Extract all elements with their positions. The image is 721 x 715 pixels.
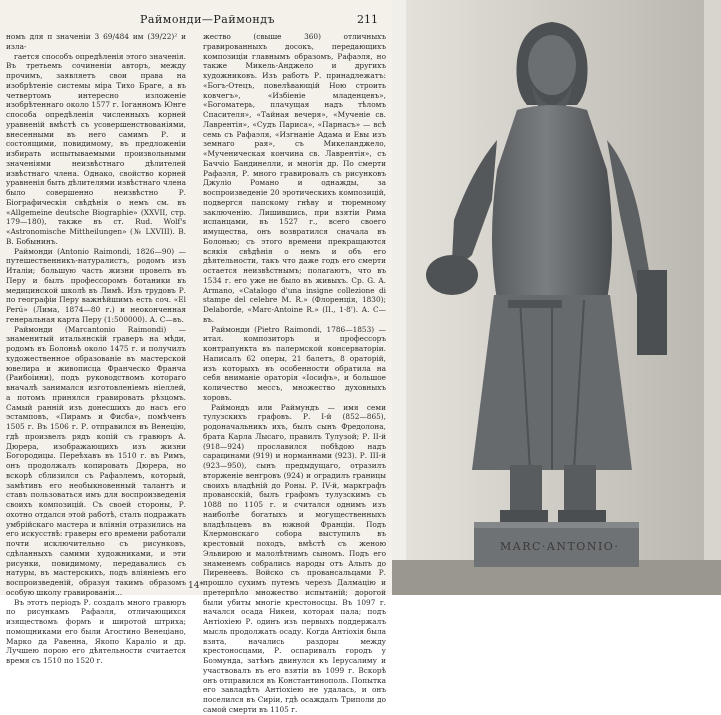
running-title: Раймонди—Раймондъ bbox=[140, 13, 275, 26]
statue-inscription: MARC·ANTONIO· bbox=[500, 540, 620, 553]
left-text-column bbox=[6, 32, 186, 665]
paragraph: номъ для π значеніи 3 69/484 им (39/22)² и изла- bbox=[6, 32, 186, 51]
right-text-column bbox=[203, 32, 386, 714]
paragraph: Раймонди (Marcantonio Raimondi) — знаменитый итальянскій граверъ на мѣди, родомъ въ Болоньѣ около 1475 г. и получилъ художественное образованіе въ мастерской ювелира и живописца Франческо Франча (Раибоіини), подъ руководствомъ котораго вначалѣ занимался изготовленіемъ ніеллей, а потомъ принялся гравировать рѣзцомъ. Самый ранній изъ донесшихъ до насъ его эстамповъ, «Пирамъ и Фисба», помѣченъ 1505 г. Въ 1506 г. Р. отправился въ Венецію, гдѣ произвелъ рядъ копій съ гравюръ А. Дюрера, изображающихъ изъ жизни Богородицы. Переѣхавъ въ 1510 г. въ Римъ, онъ продолжалъ копировать Дюрера, но вскорѣ сблизился съ Рафаэлемъ, который, замѣтивъ его необыкновенный талантъ и ставъ пользоваться имъ для воспроизведенія своихъ композицій. Съ своей стороны, Р. охотно отдался этой работѣ, сталъ подражать умбрійскаго мастера и вліянія отразились на его искусствѣ: граверы его времени работали почти исключительно съ рисунковъ, сдѣланныхъ самими художниками, и эти рисунки, повидимому, передавались съ натуры, въ мастерскихъ, подъ вліяніемъ его воспроизведеній, образуя такимъ образомъ особую школу гравированія... bbox=[6, 324, 186, 597]
paragraph: Раймонди (Pietro Raimondi, 1786—1853) — итал. композиторъ и профессоръ контрапункта въ палермской консерваторіи. Написалъ 62 оперы, 21 балетъ, 8 ораторій, изъ которыхъ въ особенности обратила на себя вниманіе ораторія «Іосифъ», и большое количество мессъ, множество духовныхъ хоровъ. bbox=[203, 324, 386, 402]
paragraph: Въ этотъ періодъ Р. создалъ много гравюръ по рисункамъ Рафаэля, отличающихся изяществомъ формъ и широтой штриха; помощниками его были Агостино Венеціано, Марко да Равенна, Якопо Караліо и др. Лучшею порою его дѣятельности считается время съ 1510 по 1520 г. bbox=[6, 597, 186, 665]
statue-photo bbox=[392, 0, 721, 595]
niche-edge-left bbox=[392, 0, 406, 595]
statue-illustration bbox=[392, 0, 721, 595]
signature-mark: 14* bbox=[188, 581, 204, 591]
paragraph: гается способъ опредѣленія этого значенія. Въ третьемъ сочиненіи авторъ, между прочимъ, заявляетъ свои права на изобрѣтеніе системы міра Тихо Браге, а въ четвертомъ интересно изложеніе изобрѣтеннаго около 1577 г. Іоганномъ Юнге способа опредѣленія численныхъ корней уравненій вмѣстѣ съ усовершенствованіями, внесенными въ него самимъ Р. и состоящими, повидимому, въ предложеніи избирать испытываемыми произвольными значеніями неизвѣстнаго дѣлителей извѣстнаго члена. Однако, свойство корней уравненія быть дѣлителями извѣстнаго члена было совершенно неизвѣстно Р. Біографическія свѣдѣнія о немъ см. въ «Allgemeine deutsche Biographie» (XXVII, стр. 179—180), также въ ст. Rud. Wolf's «Astronomische Mittheilungen» (№ LXVIII). В. В. Бобынинъ. bbox=[6, 51, 186, 246]
paragraph: Раймонди (Antonio Raimondi, 1826—90) — путешественникъ-натуралистъ, родомъ изъ Италіи; большую часть жизни провелъ въ Перу и былъ профессоромъ ботаники въ медицинской школѣ въ Лимѣ. Изъ трудовъ Р. по географіи Перу важнѣйшимъ есть соч. «El Perú» (Лима, 1874—80 г.) и неоконченная генеральная карта Перу (1:500000). А. С—въ. bbox=[6, 246, 186, 324]
page-number: 211 bbox=[357, 13, 378, 26]
paragraph: жество (свыше 360) отличныхъ гравированныхъ досокъ, передающихъ композиціи главнымъ образомъ, Рафаэля, но также Микель-Анджело и другихъ художниковъ. Изъ работъ Р. принадлежатъ: «Богъ-Отецъ, повелѣвающій Ною строить ковчегъ», «Избіеніе младенцевъ», «Богоматерь, плачущая надъ тѣломъ Спасителя», «Тайная вечеря», «Мученіе св. Лаврентія», «Судъ Париса», «Парнасъ» — всѣ семь съ Рафаэля, «Изгнаніе Адама и Евы изъ земнаго рая», съ Микеланджело, «Мученическая кончина св. Лаврентія», съ Баччіо Бандинелли, и многія др. По смерти Рафаэля, Р. много гравировалъ съ рисунковъ Джуліо Романо и однажды, за воспроизведеніе 20 эротическихъ композицій, подвергся папскому гнѣву и тюремному заключенію. Лишившись, при взятіи Рима испанцами, въ 1527 г., всего своего имущества, онъ возвратился сначала въ Болонью; съ этого времени прекращаются всякія свѣдѣнія о немъ и объ его дѣятельности, такъ что даже годъ его смерти остается неизвѣстнымъ; полагаютъ, что въ 1534 г. его уже не было въ живыхъ. Ср. G. A. Armano, «Catalogo d'una insigne collezione di stampe del celebre M. R.» (Флоренція, 1830); Delaborde, «Marc-Antoine R.» (II., 1·8'). А. С—въ. bbox=[203, 32, 386, 324]
page-header bbox=[10, 13, 382, 27]
niche-edge-right bbox=[704, 0, 721, 595]
paragraph: Раймондъ или Раймундъ — имя семи тулузскихъ графовъ. Р. I-й (852—865), родоначальникъ ихъ, былъ сынъ Фредолона, брата Карла Лысаго, правилъ Тулузой; Р. II-й (918—924) прославился побѣдою надъ сарацинами (919) и норманнами (923). Р. III-й (923—950), сынъ предыдущаго, отразилъ вторженіе венгровъ (924) и оградилъ границы своихъ владѣній до Роны. Р. IV-й, маркграфъ провансскій, былъ графомъ тулузскимъ съ 1088 по 1105 г. и считался однимъ изъ наиболѣе богатыхъ и могущественныхъ владѣльцевъ въ южной Франціи. Подъ Клермонскаго собора выступилъ въ крестовый походъ, вмѣстѣ съ женою Эльвирою и малолѣтнимъ сыномъ. Подъ его знаменемъ собрались народы отъ Альпъ до Пиренеевъ. Войско съ провансальцами Р. прошло сухимъ путемъ черезъ Далмацію и претерпѣло множество испытаній; дорогой были убиты многіе крестоносцы. Въ 1097 г. начался осада Никеи, которая пала; подъ Антіохіею Р. одинъ изъ первыхъ поддержалъ мысль продолжать осаду. Когда Антіохія была взята, начались раздоры между крестоносцами, Р. оспаривалъ городъ у Боэмунда, затѣмъ двинулся къ Іерусалиму и участвовалъ въ его взятіи въ 1099 г. Вскорѣ онъ отправился въ Константинополь. Попытка его завладѣть Антіохіею не удалась, и онъ поселился въ Сиріи, гдѣ осаждалъ Триполи до самой смерти въ 1105 г. bbox=[203, 402, 386, 714]
